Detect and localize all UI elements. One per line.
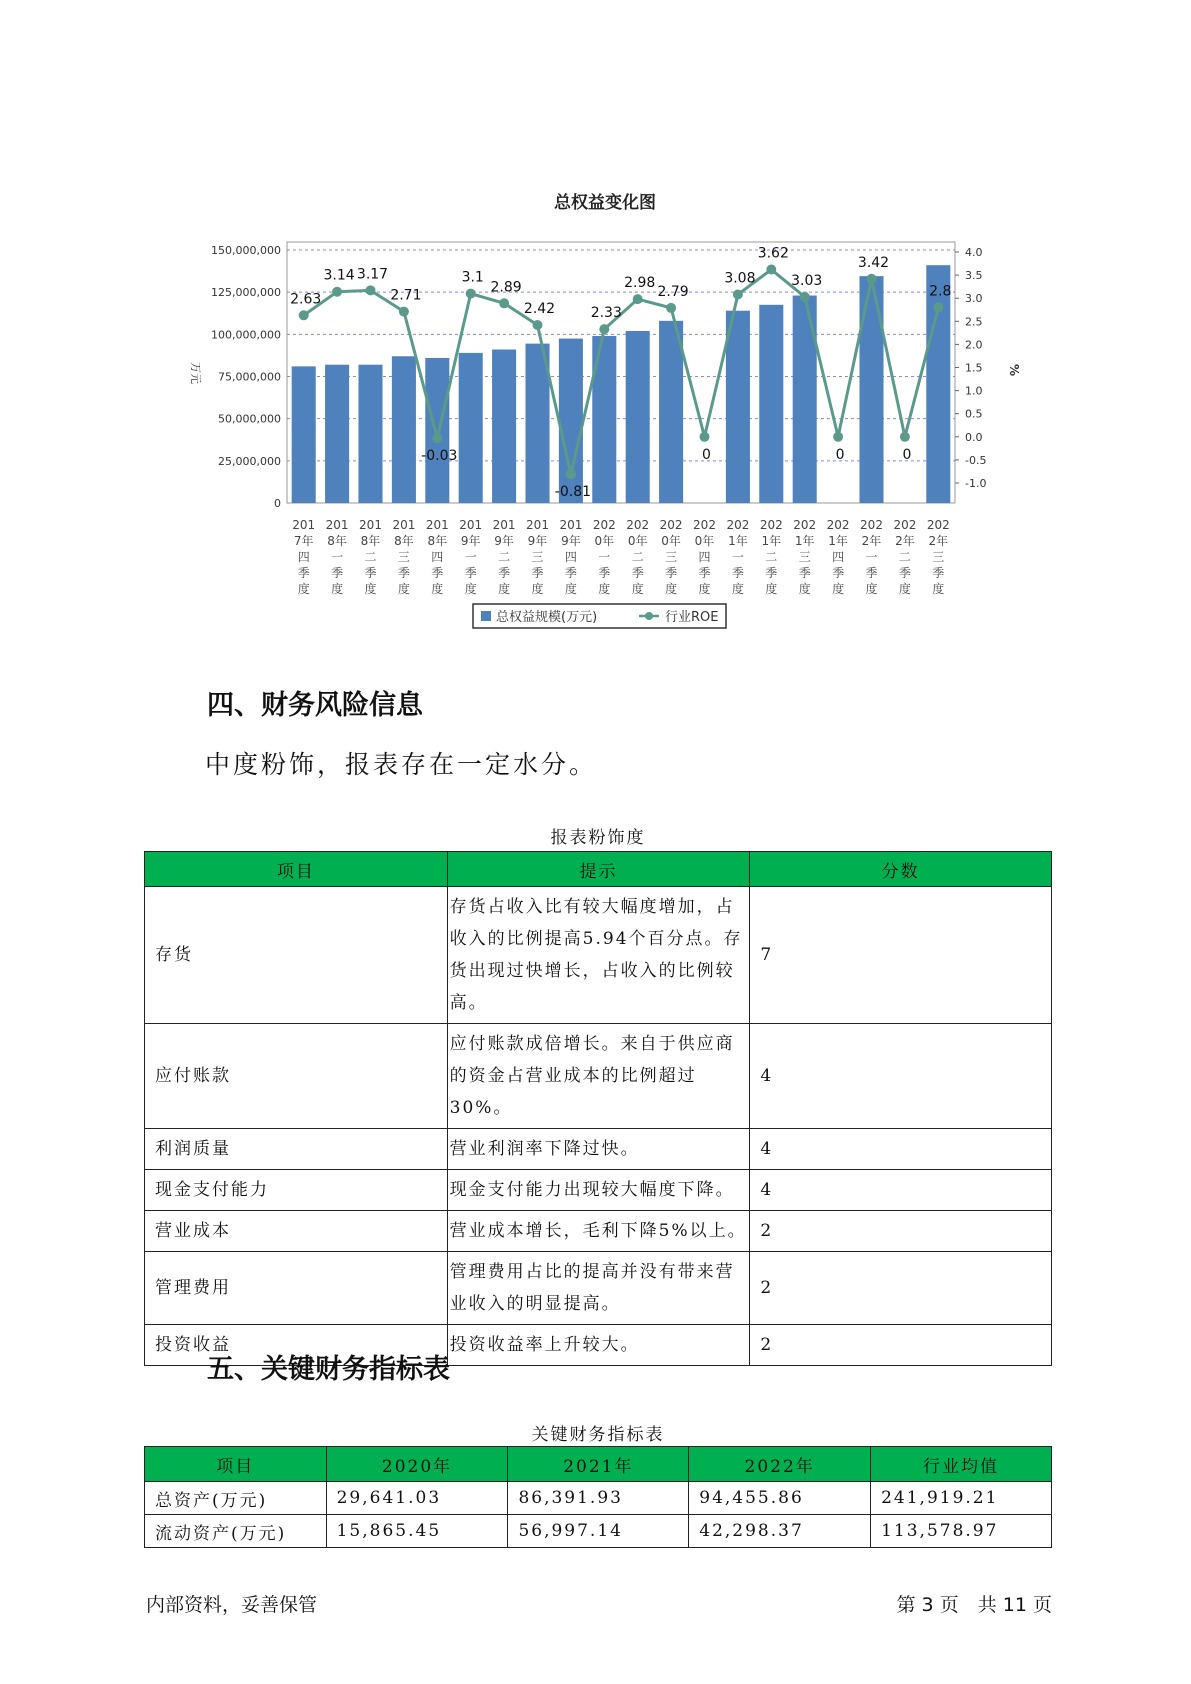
x-tick-label: 一 bbox=[731, 550, 744, 564]
x-tick-label: 9年 bbox=[460, 534, 481, 548]
x-tick-label: 9年 bbox=[527, 534, 548, 548]
roe-data-label: 3.42 bbox=[857, 254, 890, 271]
x-tick-label: 季 bbox=[598, 566, 611, 580]
x-tick-label: 201 bbox=[425, 518, 449, 532]
roe-point bbox=[700, 432, 710, 442]
roe-data-label: 2.98 bbox=[624, 275, 656, 292]
roe-data-label: 3.14 bbox=[323, 267, 355, 284]
risk-score-cell: 2 bbox=[750, 1211, 1052, 1252]
risk-score-cell: 2 bbox=[750, 1325, 1052, 1366]
roe-point bbox=[633, 294, 643, 304]
x-tick-label: 201 bbox=[325, 518, 349, 532]
x-tick-label: 四 bbox=[297, 550, 310, 564]
risk-tip-cell: 管理费用占比的提高并没有带来营业收入的明显提高。 bbox=[447, 1252, 750, 1325]
x-tick-label: 季 bbox=[865, 566, 878, 580]
x-tick-label: 度 bbox=[498, 582, 511, 596]
roe-data-label: 3.62 bbox=[757, 245, 789, 262]
x-tick-label: 季 bbox=[297, 566, 310, 580]
x-tick-label: 度 bbox=[297, 582, 310, 596]
kpi-table-caption: 关键财务指标表 bbox=[531, 1425, 665, 1445]
x-tick-label: 二 bbox=[498, 550, 511, 564]
x-tick-label: 二 bbox=[898, 550, 911, 564]
x-tick-label: 度 bbox=[397, 582, 410, 596]
x-tick-label: 二 bbox=[765, 550, 778, 564]
risk-table-row bbox=[145, 1170, 1052, 1211]
x-tick-label: 202 bbox=[726, 518, 750, 532]
x-tick-label: 季 bbox=[464, 566, 477, 580]
risk-tip-cell: 现金支付能力出现较大幅度下降。 bbox=[447, 1170, 750, 1211]
x-tick-label: 202 bbox=[693, 518, 716, 532]
x-tick-label: 三 bbox=[798, 550, 811, 564]
x-tick-label: 四 bbox=[431, 550, 444, 564]
x-tick-label: 度 bbox=[832, 582, 845, 596]
risk-table-caption: 报表粉饰度 bbox=[550, 828, 646, 848]
kpi-header-2022: 2022年 bbox=[689, 1447, 871, 1482]
x-tick-label: 季 bbox=[631, 566, 644, 580]
y2-tick-label: 1.0 bbox=[965, 384, 983, 398]
section4-heading: 四、财务风险信息 bbox=[207, 690, 423, 721]
y-tick-label: 0 bbox=[274, 497, 281, 510]
y2-tick-label: 3.5 bbox=[965, 269, 983, 283]
bar bbox=[358, 365, 382, 503]
y-tick-label: 100,000,000 bbox=[211, 328, 281, 342]
roe-data-label: 2.8 bbox=[929, 283, 952, 300]
roe-point bbox=[533, 320, 543, 330]
roe-point bbox=[566, 469, 576, 479]
kpi-value-cell: 56,997.14 bbox=[508, 1515, 689, 1548]
roe-data-label: 0 bbox=[902, 446, 912, 463]
x-tick-label: 202 bbox=[926, 518, 950, 532]
x-axis-line bbox=[287, 503, 955, 504]
x-tick-label: 季 bbox=[498, 566, 511, 580]
x-tick-label: 季 bbox=[765, 566, 778, 580]
risk-table-row bbox=[145, 887, 1052, 1024]
x-tick-label: 季 bbox=[898, 566, 911, 580]
bar bbox=[859, 276, 883, 503]
x-tick-label: 度 bbox=[598, 582, 611, 596]
x-tick-label: 季 bbox=[364, 566, 377, 580]
kpi-value-cell: 29,641.03 bbox=[326, 1482, 508, 1515]
y2-axis-label: % bbox=[1007, 363, 1021, 377]
risk-table-row bbox=[145, 1252, 1052, 1325]
page-mid: 页 共 bbox=[939, 1594, 997, 1616]
y-tick-label: 50,000,000 bbox=[218, 412, 281, 426]
y-axis-label: 万元 bbox=[189, 362, 202, 384]
y2-tick-label: -1.0 bbox=[965, 477, 987, 490]
risk-tip-cell: 应付账款成倍增长。来自于供应商的资金占营业成本的比例超过30%。 bbox=[447, 1024, 750, 1129]
bar bbox=[425, 358, 449, 503]
legend-bar-label: 总权益规模(万元) bbox=[496, 610, 598, 625]
roe-point bbox=[800, 292, 810, 302]
x-tick-label: 8年 bbox=[360, 534, 381, 548]
kpi-item-cell: 流动资产(万元) bbox=[145, 1515, 327, 1548]
bar bbox=[292, 366, 316, 503]
roe-data-label: 0 bbox=[702, 446, 711, 463]
risk-score-cell: 4 bbox=[750, 1170, 1052, 1211]
roe-data-label: 3.1 bbox=[461, 269, 484, 286]
x-tick-label: 季 bbox=[698, 566, 711, 580]
x-tick-label: 201 bbox=[559, 518, 583, 532]
y2-tick-label: 0.5 bbox=[965, 407, 983, 421]
x-tick-label: 度 bbox=[665, 582, 678, 596]
x-tick-label: 201 bbox=[459, 518, 483, 532]
risk-score-cell: 2 bbox=[750, 1252, 1052, 1325]
kpi-table-header-row bbox=[145, 1447, 1052, 1482]
x-tick-label: 季 bbox=[665, 566, 678, 580]
x-tick-label: 202 bbox=[626, 518, 650, 532]
x-tick-label: 9年 bbox=[494, 534, 514, 548]
bar bbox=[492, 350, 516, 503]
roe-data-label: 3.03 bbox=[791, 272, 823, 289]
chart-title: 总权益变化图 bbox=[554, 193, 656, 213]
bar bbox=[659, 321, 683, 503]
x-tick-label: 2年 bbox=[895, 534, 915, 548]
risk-tip-cell: 营业成本增长，毛利下降5%以上。 bbox=[447, 1211, 750, 1252]
equity-chart bbox=[150, 190, 1050, 650]
x-tick-label: 201 bbox=[526, 518, 549, 532]
risk-item-cell: 应付账款 bbox=[145, 1024, 448, 1129]
x-tick-label: 8年 bbox=[394, 534, 414, 548]
y2-tick-label: 3.0 bbox=[965, 292, 983, 306]
kpi-table-row bbox=[145, 1482, 1052, 1515]
bar bbox=[759, 305, 783, 503]
x-tick-label: 一 bbox=[464, 550, 477, 564]
x-tick-label: 季 bbox=[564, 566, 577, 580]
roe-point bbox=[366, 285, 376, 295]
x-tick-label: 三 bbox=[397, 550, 410, 564]
kpi-table bbox=[144, 1446, 1052, 1548]
risk-summary: 中度粉饰，报表存在一定水分。 bbox=[205, 750, 598, 779]
x-tick-label: 一 bbox=[598, 550, 611, 564]
roe-point bbox=[332, 287, 342, 297]
kpi-header-industry: 行业均值 bbox=[871, 1447, 1052, 1482]
x-tick-label: 1年 bbox=[728, 534, 748, 548]
roe-point bbox=[867, 274, 877, 284]
x-tick-label: 度 bbox=[364, 582, 377, 596]
page-prefix: 第 bbox=[896, 1594, 916, 1616]
page-current: 3 bbox=[921, 1594, 934, 1616]
risk-item-cell: 投资收益 bbox=[145, 1325, 448, 1366]
risk-score-cell: 7 bbox=[750, 887, 1052, 1024]
x-tick-label: 三 bbox=[932, 550, 945, 564]
roe-point bbox=[933, 302, 943, 312]
roe-data-label: -0.03 bbox=[421, 448, 458, 465]
x-tick-label: 1年 bbox=[828, 534, 848, 548]
x-tick-label: 二 bbox=[631, 550, 644, 564]
x-tick-label: 度 bbox=[765, 582, 778, 596]
x-tick-label: 三 bbox=[531, 550, 544, 564]
roe-point bbox=[900, 432, 910, 442]
x-tick-label: 7年 bbox=[293, 534, 314, 548]
x-tick-label: 季 bbox=[531, 566, 544, 580]
x-tick-label: 季 bbox=[431, 566, 444, 580]
roe-data-label: -0.81 bbox=[554, 484, 592, 501]
kpi-header-item: 项目 bbox=[145, 1447, 327, 1482]
kpi-value-cell: 42,298.37 bbox=[689, 1515, 871, 1548]
risk-item-cell: 存货 bbox=[145, 887, 448, 1024]
header-score: 分数 bbox=[750, 852, 1052, 887]
x-tick-label: 度 bbox=[898, 582, 911, 596]
bar bbox=[459, 353, 483, 503]
kpi-header-2020: 2020年 bbox=[326, 1447, 508, 1482]
y-tick-label: 75,000,000 bbox=[218, 370, 281, 384]
kpi-value-cell: 241,919.21 bbox=[871, 1482, 1052, 1515]
bar bbox=[626, 331, 650, 503]
roe-data-label: 3.17 bbox=[356, 266, 389, 283]
x-tick-label: 201 bbox=[359, 518, 382, 532]
x-tick-label: 202 bbox=[826, 518, 850, 532]
roe-point bbox=[432, 433, 442, 443]
x-tick-label: 一 bbox=[865, 550, 878, 564]
x-tick-label: 季 bbox=[731, 566, 744, 580]
x-tick-label: 度 bbox=[731, 582, 744, 596]
roe-data-label: 2.89 bbox=[490, 279, 522, 296]
x-tick-label: 度 bbox=[564, 582, 577, 596]
risk-tip-cell: 营业利润率下降过快。 bbox=[447, 1129, 750, 1170]
roe-data-label: 2.63 bbox=[290, 291, 322, 308]
x-tick-label: 8年 bbox=[327, 534, 347, 548]
roe-point bbox=[733, 290, 743, 300]
x-tick-label: 202 bbox=[759, 518, 783, 532]
roe-data-label: 2.71 bbox=[390, 287, 422, 304]
x-tick-label: 201 bbox=[492, 518, 516, 532]
roe-data-label: 3.08 bbox=[724, 270, 756, 287]
footer-confidential: 内部资料，妥善保管 bbox=[146, 1594, 318, 1616]
x-tick-label: 8年 bbox=[427, 534, 448, 548]
kpi-header-2021: 2021年 bbox=[508, 1447, 689, 1482]
kpi-value-cell: 113,578.97 bbox=[871, 1515, 1052, 1548]
x-tick-label: 四 bbox=[832, 550, 845, 564]
legend-bar-swatch bbox=[481, 611, 491, 621]
x-tick-label: 三 bbox=[665, 550, 678, 564]
x-tick-label: 0年 bbox=[694, 534, 715, 548]
roe-data-label: 2.42 bbox=[523, 300, 556, 317]
x-tick-label: 度 bbox=[331, 582, 344, 596]
roe-data-label: 2.79 bbox=[657, 283, 689, 300]
x-tick-label: 度 bbox=[631, 582, 644, 596]
equity-chart-svg bbox=[150, 190, 1050, 650]
x-tick-label: 201 bbox=[292, 518, 316, 532]
x-tick-label: 度 bbox=[531, 582, 544, 596]
risk-item-cell: 利润质量 bbox=[145, 1129, 448, 1170]
x-tick-label: 9年 bbox=[561, 534, 581, 548]
bar bbox=[325, 365, 349, 503]
y2-tick-label: 0.0 bbox=[965, 430, 983, 444]
y-tick-label: 150,000,000 bbox=[211, 244, 281, 257]
y2-tick-label: -0.5 bbox=[965, 453, 987, 467]
roe-point bbox=[499, 298, 509, 308]
legend-line-marker bbox=[645, 612, 653, 620]
roe-point bbox=[299, 310, 309, 320]
bar bbox=[926, 265, 950, 503]
risk-item-cell: 现金支付能力 bbox=[145, 1170, 448, 1211]
x-tick-label: 度 bbox=[698, 582, 711, 596]
legend-line-label: 行业ROE bbox=[665, 610, 719, 625]
risk-tip-cell: 存货占收入比有较大幅度增加，占收入的比例提高5.94个百分点。存货出现过快增长，占收入的比例较高。 bbox=[447, 887, 750, 1024]
x-tick-label: 201 bbox=[392, 518, 416, 532]
risk-table-row bbox=[145, 1129, 1052, 1170]
x-tick-label: 2年 bbox=[928, 534, 949, 548]
kpi-item-cell: 总资产(万元) bbox=[145, 1482, 327, 1515]
risk-tip-cell: 投资收益率上升较大。 bbox=[447, 1325, 750, 1366]
x-tick-label: 季 bbox=[832, 566, 845, 580]
section5-heading: 五、关键财务指标表 bbox=[207, 1354, 450, 1385]
x-tick-label: 季 bbox=[397, 566, 410, 580]
roe-data-label: 2.33 bbox=[590, 305, 622, 322]
x-tick-label: 度 bbox=[798, 582, 811, 596]
kpi-table-row bbox=[145, 1515, 1052, 1548]
kpi-value-cell: 94,455.86 bbox=[689, 1482, 871, 1515]
x-tick-label: 度 bbox=[932, 582, 945, 596]
y2-tick-label: 4.0 bbox=[965, 246, 983, 259]
y-tick-label: 125,000,000 bbox=[211, 286, 281, 300]
roe-point bbox=[599, 324, 609, 334]
x-tick-label: 度 bbox=[431, 582, 444, 596]
x-tick-label: 季 bbox=[331, 566, 344, 580]
roe-point bbox=[466, 289, 476, 299]
roe-point bbox=[399, 307, 409, 317]
header-tip: 提示 bbox=[447, 852, 750, 887]
x-tick-label: 0年 bbox=[627, 534, 648, 548]
x-tick-label: 202 bbox=[793, 518, 817, 532]
x-tick-label: 二 bbox=[364, 550, 377, 564]
footer-page-number bbox=[896, 1590, 1052, 1617]
x-tick-label: 2年 bbox=[861, 534, 882, 548]
x-tick-label: 度 bbox=[464, 582, 477, 596]
kpi-value-cell: 15,865.45 bbox=[326, 1515, 508, 1548]
roe-point bbox=[833, 432, 843, 442]
x-tick-label: 1年 bbox=[794, 534, 815, 548]
page-total: 11 bbox=[1002, 1594, 1027, 1616]
roe-point bbox=[666, 303, 676, 313]
x-tick-label: 四 bbox=[564, 550, 577, 564]
x-tick-label: 一 bbox=[331, 550, 344, 564]
risk-table-header-row bbox=[145, 852, 1052, 887]
x-tick-label: 0年 bbox=[594, 534, 615, 548]
y2-tick-label: 1.5 bbox=[965, 361, 983, 375]
x-tick-label: 202 bbox=[893, 518, 917, 532]
bar bbox=[392, 356, 416, 503]
x-tick-label: 202 bbox=[592, 518, 616, 532]
header-item: 项目 bbox=[145, 852, 448, 887]
x-tick-label: 0年 bbox=[661, 534, 681, 548]
x-tick-label: 度 bbox=[865, 582, 878, 596]
risk-item-cell: 管理费用 bbox=[145, 1252, 448, 1325]
risk-table-row bbox=[145, 1024, 1052, 1129]
x-tick-label: 1年 bbox=[761, 534, 782, 548]
risk-score-cell: 4 bbox=[750, 1129, 1052, 1170]
x-tick-label: 季 bbox=[932, 566, 945, 580]
y2-tick-label: 2.0 bbox=[965, 338, 983, 352]
bar bbox=[726, 311, 750, 503]
page-suffix: 页 bbox=[1032, 1594, 1052, 1616]
y2-tick-label: 2.5 bbox=[965, 315, 983, 329]
risk-item-cell: 营业成本 bbox=[145, 1211, 448, 1252]
x-tick-label: 四 bbox=[698, 550, 711, 564]
risk-score-cell: 4 bbox=[750, 1024, 1052, 1129]
roe-data-label: 0 bbox=[835, 446, 845, 463]
x-tick-label: 202 bbox=[860, 518, 883, 532]
x-tick-label: 202 bbox=[659, 518, 683, 532]
roe-point bbox=[766, 265, 776, 275]
risk-table-row bbox=[145, 1211, 1052, 1252]
y-tick-label: 25,000,000 bbox=[218, 454, 281, 468]
x-tick-label: 季 bbox=[798, 566, 811, 580]
kpi-value-cell: 86,391.93 bbox=[508, 1482, 689, 1515]
risk-table bbox=[144, 851, 1052, 1366]
